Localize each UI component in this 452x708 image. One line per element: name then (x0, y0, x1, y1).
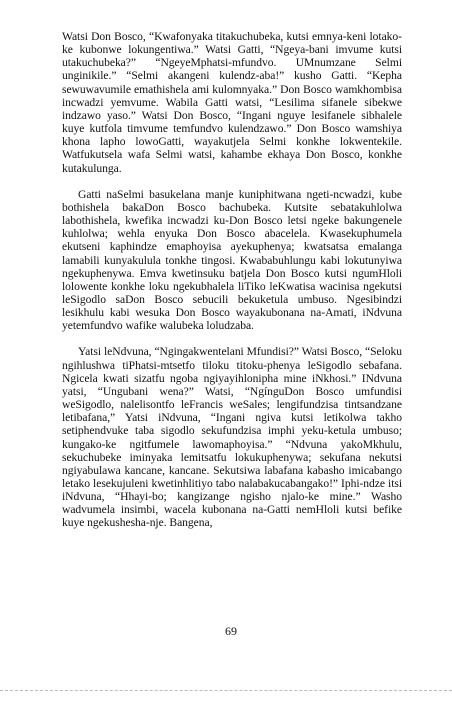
scan-edge-line (0, 690, 452, 691)
page-number: 69 (225, 624, 237, 638)
paragraph-1: Watsi Don Bosco, “Kwafonyaka titakuchubeka, kutsi emnya-keni lotako-ke kubonwe lokungentiwa.” Watsi Gatti, “Ngeya-bani imvume kutsi utakuchubeka?” “NgeyeMphatsi-mfundvo. UMnumzane Selmi unginikile.” “Selmi akangeni kulendz-aba!” kusho Gatti. “Kepha sewuwavumile emathishela ami kulomnyaka.” Don Bosco wamkhombisa incwadzi yemvume. Wabila Gatti watsi, “Lesilima sifanele sibekwe indzawo yaso.” Watsi Don Bosco, “Ingani nguye lesifanele sibhalele kuye kutfola timvume temfundvo kulendzawo.” Don Bosco wamshiya khona lapho lowoGatti, wayakutjela Selmi konkhe lokwentekile. Watfukutsela wafa Selmi watsi, kahambe ekhaya Don Bosco, konkhe kutakulunga. (62, 30, 402, 175)
body-text (62, 30, 402, 543)
paragraph-3: Yatsi leNdvuna, “Ngingakwentelani Mfundisi?” Watsi Bosco, “Seloku ngihlushwa tiPhatsi-mtsetfo tiloku titoku-phenya leSigodlo sebafana. Ngicela kwati sizatfu ngoba ngiyayihlonipha mine iNkhosi.” INdvuna yatsi, “Ungubani wena?” Watsi, “NgínguDon Bosco umfundisi weSigodlo, nalelisontfo leFrancis weSales; lengifundzisa tintsandzane letibafana,” Yatsi iNdvuna, “Ingani ngiva kutsi letikolwa takho setiphendvuke taba sigodlo sekufundzisa imphi yeku-ketula umbuso; kungako-ke ngitfumele lawomaphoyisa.” “Ndvuna yakoMkhulu, sekuchubeke iminyaka lemitsatfu lokukuphenywa; sekufana nekutsi ngiyabulawa kancane, kancane. Sekutsiwa labafana kabasho imicabango letako lesekujuleni kwetinhlitiyo tabo nalabakucabangako!” Iphi-ndze itsi iNdvuna, “Hhayi-bo; kangizange ngisho njalo-ke mine.” Washo wadvumela insimbi, wacela kubonana na-Gatti nemHloli kutsi befike kuye ngekushesha-nje. Bangena, (62, 345, 402, 530)
paragraph-2: Gatti naSelmi basukelana manje kuniphitwana ngeti-ncwadzi, kube bothishela bakaDon Bosco bachubeka. Kutsite sebatakuhlolwa labothishela, kwefika incwadzi ku-Don Bosco letsi ngeke bakungenele kuhlolwa; wehla enyuka Don Bosco abacelela. Kwasekuphumela ekutseni kaphindze emaphoyisa ayekuphenya; kwatsatsa emalanga lamabili kunyakulula tonkhe tingosi. Kwababuhlungu kabi lokutunyiwa ngekuphenywa. Emva kwetinsuku batjela Don Bosco kutsi ngumHloli lolowente konkhe loku ngekubhalela liTiko leKwatisa wacinisa ngekutsi leSigodlo saDon Bosco sebucili bekuketula umbuso. Ngesibindzi lesikhulu kabi wesuka Don Bosco wayakubonana na-Amati, iNdvuna yetemfundvo wafike walubeka loludzaba. (62, 187, 402, 333)
